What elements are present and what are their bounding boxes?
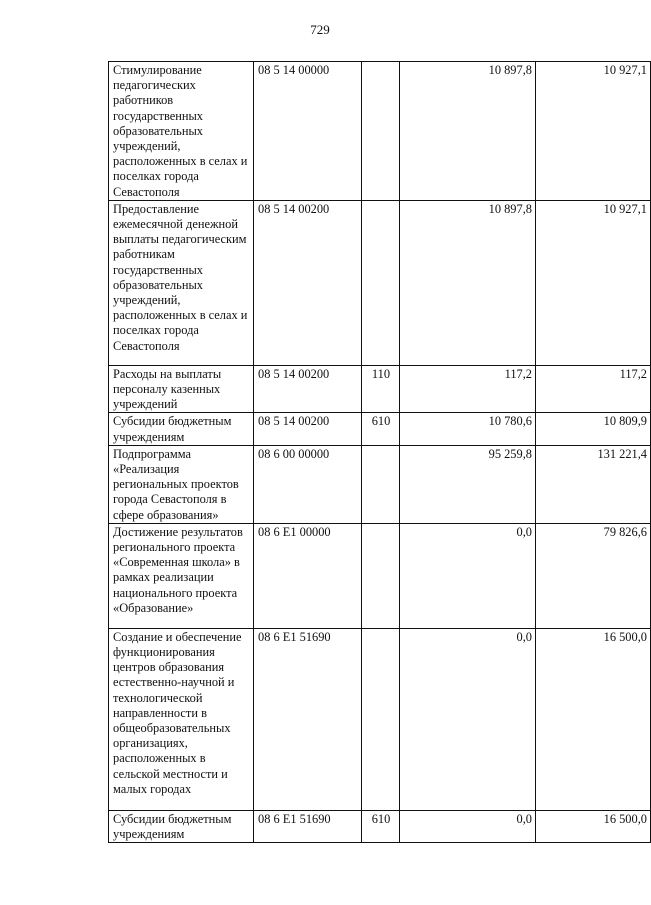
amount-year1-cell: 0,0 (400, 810, 536, 842)
expense-type-cell (362, 445, 400, 523)
row-name-cell: Расходы на выплаты персоналу казенных учреждений (109, 365, 254, 413)
row-name-cell: Достижение результатов регионального проекта «Современная школа» в рамках реализации национального проекта «Образование» (109, 523, 254, 628)
target-code-cell: 08 6 E1 00000 (254, 523, 362, 628)
amount-year1-cell: 10 897,8 (400, 200, 536, 365)
amount-year2-cell: 16 500,0 (536, 628, 651, 810)
target-code-cell: 08 5 14 00200 (254, 200, 362, 365)
amount-year1-cell: 10 780,6 (400, 413, 536, 445)
amount-year1-cell: 0,0 (400, 628, 536, 810)
amount-year2-cell: 131 221,4 (536, 445, 651, 523)
table-row (109, 62, 651, 201)
table-row (109, 200, 651, 365)
table-row (109, 445, 651, 523)
expense-type-cell (362, 523, 400, 628)
table-row (109, 413, 651, 445)
table-row (109, 523, 651, 628)
expense-type-cell: 610 (362, 810, 400, 842)
amount-year2-cell: 117,2 (536, 365, 651, 413)
table-row (109, 628, 651, 810)
amount-year2-cell: 79 826,6 (536, 523, 651, 628)
table-row (109, 365, 651, 413)
row-name-cell: Подпрограмма «Реализация региональных проектов города Севастополя в сфере образования» (109, 445, 254, 523)
row-name-cell: Стимулирование педагогических работников государственных образовательных учреждений, расположенных в селах и поселках города Севастополя (109, 62, 254, 201)
amount-year1-cell: 0,0 (400, 523, 536, 628)
target-code-cell: 08 5 14 00200 (254, 365, 362, 413)
amount-year1-cell: 95 259,8 (400, 445, 536, 523)
table-row (109, 810, 651, 842)
budget-table (108, 61, 651, 843)
amount-year1-cell: 10 897,8 (400, 62, 536, 201)
amount-year2-cell: 10 809,9 (536, 413, 651, 445)
expense-type-cell: 610 (362, 413, 400, 445)
row-name-cell: Создание и обеспечение функционирования центров образования естественно-научной и технологической направленности в общеобразовательных организациях, расположенных в сельской местности и малых городах (109, 628, 254, 810)
target-code-cell: 08 6 00 00000 (254, 445, 362, 523)
row-name-cell: Субсидии бюджетным учреждениям (109, 413, 254, 445)
target-code-cell: 08 5 14 00200 (254, 413, 362, 445)
row-name-cell: Субсидии бюджетным учреждениям (109, 810, 254, 842)
row-name-cell: Предоставление ежемесячной денежной выплаты педагогическим работникам государственных образовательных учреждений, расположенных в селах и поселках города Севастополя (109, 200, 254, 365)
amount-year2-cell: 16 500,0 (536, 810, 651, 842)
expense-type-cell (362, 200, 400, 365)
target-code-cell: 08 5 14 00000 (254, 62, 362, 201)
amount-year2-cell: 10 927,1 (536, 62, 651, 201)
page-number: 729 (310, 22, 330, 37)
amount-year2-cell: 10 927,1 (536, 200, 651, 365)
target-code-cell: 08 6 E1 51690 (254, 628, 362, 810)
expense-type-cell (362, 628, 400, 810)
expense-type-cell: 110 (362, 365, 400, 413)
expense-type-cell (362, 62, 400, 201)
target-code-cell: 08 6 E1 51690 (254, 810, 362, 842)
amount-year1-cell: 117,2 (400, 365, 536, 413)
